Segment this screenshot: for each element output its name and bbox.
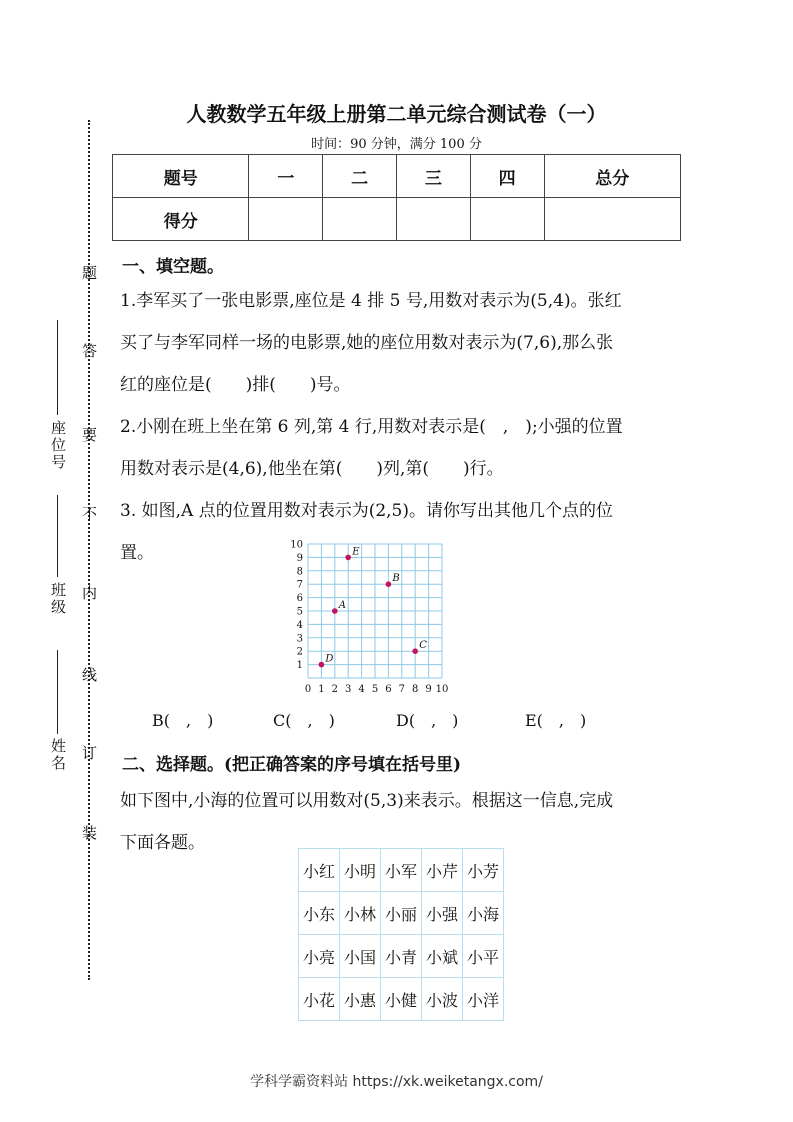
binding-char: 要 <box>82 426 98 444</box>
seat-cell: 小波 <box>422 978 463 1021</box>
question-3-line: 3. 如图,A 点的位置用数对表示为(2,5)。请你写出其他几个点的位 <box>120 501 614 521</box>
seat-cell: 小亮 <box>299 935 340 978</box>
x-tick-label: 3 <box>345 684 352 695</box>
seat-cell: 小丽 <box>381 892 422 935</box>
y-tick-label: 1 <box>296 660 303 672</box>
question-3-line: 置。 <box>120 543 154 563</box>
question-2-line: 用数对表示是(4,6),他坐在第( )列,第( )行。 <box>120 459 504 479</box>
point-label-e: E <box>352 546 360 558</box>
score-value-row <box>113 198 681 241</box>
x-tick-label: 5 <box>371 684 379 695</box>
seat-cell: 小国 <box>340 935 381 978</box>
seat-cell: 小东 <box>299 892 340 935</box>
score-entry-cell[interactable] <box>544 198 680 241</box>
x-tick-label: 1 <box>318 684 325 695</box>
seat-cell: 小青 <box>381 935 422 978</box>
seat-cell: 小斌 <box>422 935 463 978</box>
seat-number-label: 座位号 <box>49 420 67 471</box>
question-1 <box>120 280 680 406</box>
point-a <box>332 608 338 614</box>
point-label-d: D <box>325 653 334 665</box>
y-tick-label: 8 <box>296 566 303 578</box>
name-underline <box>57 650 58 734</box>
seat-row <box>299 978 504 1021</box>
binding-char: 内 <box>82 584 98 602</box>
question-2 <box>120 406 680 490</box>
point-d <box>319 662 325 668</box>
point-label-a: A <box>338 600 347 611</box>
point-c <box>412 648 418 654</box>
section2-intro-line: 如下图中,小海的位置可以用数对(5,3)来表示。根据这一信息,完成 <box>120 791 614 811</box>
binding-char: 订 <box>82 744 98 762</box>
point-label-b: B <box>392 573 400 585</box>
x-tick-label: 10 <box>435 684 449 695</box>
answer-e: E( , ) <box>525 711 587 730</box>
y-tick-label: 9 <box>296 552 303 564</box>
score-row-label: 得分 <box>113 198 249 241</box>
point-b <box>386 581 392 587</box>
x-tick-label: 2 <box>331 684 338 695</box>
score-header-row <box>113 155 681 198</box>
y-tick-label: 10 <box>290 539 303 551</box>
y-tick-label: 4 <box>296 619 303 631</box>
seating-table <box>298 848 504 1021</box>
x-tick-label: 9 <box>425 684 432 695</box>
class-label: 班级 <box>49 582 67 616</box>
x-tick-label: 6 <box>385 684 392 695</box>
page-title: 人教数学五年级上册第二单元综合测试卷（一） <box>186 102 607 126</box>
answer-c: C( , ) <box>273 711 335 730</box>
score-entry-cell[interactable] <box>249 198 323 241</box>
name-label: 姓名 <box>49 738 67 772</box>
binding-char: 不 <box>82 505 98 523</box>
section2-intro-line: 下面各题。 <box>120 833 205 853</box>
exam-time-info: 时间：90 分钟，满分 100 分 <box>311 137 482 152</box>
score-header-cell: 四 <box>470 155 544 198</box>
binding-dotted-line <box>88 120 90 980</box>
seat-row <box>299 935 504 978</box>
binding-char: 装 <box>82 824 98 842</box>
section1-heading: 一、填空题。 <box>122 257 224 277</box>
coordinate-grid-chart <box>286 532 476 698</box>
answer-b: B( , ) <box>152 711 214 730</box>
seat-cell: 小平 <box>463 935 504 978</box>
score-entry-cell[interactable] <box>470 198 544 241</box>
score-header-cell: 题号 <box>113 155 249 198</box>
x-tick-label: 4 <box>358 684 365 695</box>
y-tick-label: 2 <box>296 646 303 658</box>
seat-row <box>299 892 504 935</box>
question-1-line: 1.李军买了一张电影票,座位是 4 排 5 号,用数对表示为(5,4)。张红 <box>120 291 622 311</box>
seat-cell: 小芹 <box>422 849 463 892</box>
seat-cell: 小海 <box>463 892 504 935</box>
y-tick-label: 5 <box>296 606 303 618</box>
seat-cell: 小林 <box>340 892 381 935</box>
binding-char: 答 <box>82 342 98 360</box>
question-2-line: 2.小刚在班上坐在第 6 列,第 4 行,用数对表示是( , );小强的位置 <box>120 417 623 437</box>
class-underline <box>57 495 58 577</box>
seat-cell: 小洋 <box>463 978 504 1021</box>
question-1-line: 买了与李军同样一场的电影票,她的座位用数对表示为(7,6),那么张 <box>120 333 614 353</box>
binding-char: 题 <box>82 264 98 282</box>
seat-row <box>299 849 504 892</box>
x-tick-label: 8 <box>412 684 419 695</box>
seat-cell: 小花 <box>299 978 340 1021</box>
x-tick-label: 7 <box>398 684 405 695</box>
seat-number-underline <box>57 320 58 415</box>
point-e <box>345 555 351 561</box>
seat-cell: 小红 <box>299 849 340 892</box>
seat-cell: 小芳 <box>463 849 504 892</box>
y-tick-label: 3 <box>296 633 303 645</box>
y-tick-label: 7 <box>296 579 303 591</box>
seat-cell: 小健 <box>381 978 422 1021</box>
binding-char: 线 <box>82 666 98 684</box>
question-1-line: 红的座位是( )排( )号。 <box>120 375 351 395</box>
y-tick-label: 6 <box>296 593 303 605</box>
score-entry-cell[interactable] <box>323 198 397 241</box>
answer-d: D( , ) <box>396 711 459 730</box>
seat-cell: 小明 <box>340 849 381 892</box>
seat-cell: 小强 <box>422 892 463 935</box>
score-header-cell: 二 <box>323 155 397 198</box>
x-tick-label: 0 <box>304 684 312 695</box>
score-header-cell: 总分 <box>544 155 680 198</box>
score-entry-cell[interactable] <box>396 198 470 241</box>
seat-cell: 小军 <box>381 849 422 892</box>
score-header-cell: 三 <box>396 155 470 198</box>
footer-watermark: 学科学霸资料站 https://xk.weiketangx.com/ <box>250 1074 543 1090</box>
point-label-c: C <box>419 640 427 652</box>
score-table <box>112 154 681 241</box>
score-header-cell: 一 <box>249 155 323 198</box>
seat-cell: 小惠 <box>340 978 381 1021</box>
section2-heading: 二、选择题。(把正确答案的序号填在括号里) <box>122 755 462 775</box>
